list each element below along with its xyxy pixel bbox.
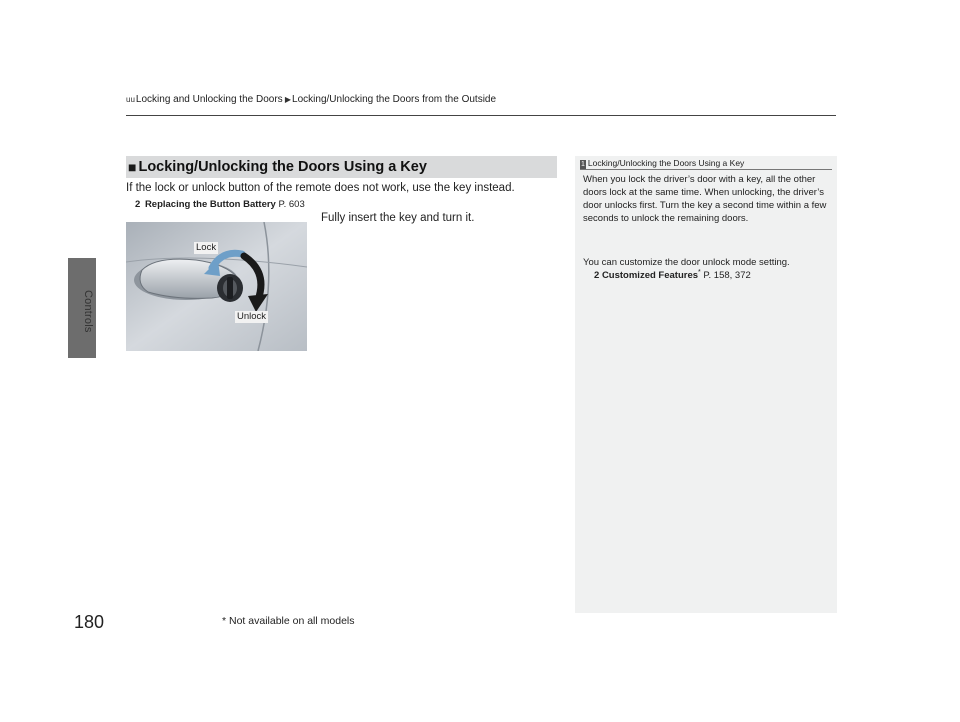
unlock-label: Unlock	[237, 311, 267, 322]
xref-page: P. 603	[278, 199, 305, 210]
sidebar-paragraph-2: You can customize the door unlock mode setting.	[583, 257, 790, 268]
sidebar-xref-link[interactable]	[594, 269, 751, 281]
section-header	[126, 156, 557, 178]
xref-label: Replacing the Button Battery	[144, 199, 276, 210]
sidebar-heading	[580, 158, 744, 169]
sidebar-xref-pages: P. 158, 372	[700, 270, 751, 282]
breadcrumb	[126, 94, 496, 105]
breadcrumb-part1[interactable]: Locking and Unlocking the Doors	[135, 94, 283, 105]
breadcrumb-part2[interactable]: Locking/Unlocking the Doors from the Outside	[292, 94, 497, 105]
side-label: Controls	[82, 290, 94, 333]
figure-caption: Fully insert the key and turn it.	[321, 212, 475, 224]
section-paragraph: If the lock or unlock button of the remote does not work, use the key instead.	[126, 182, 515, 194]
section-title: Locking/Unlocking the Doors Using a Key	[138, 159, 427, 175]
section-marker-icon: ■	[128, 159, 137, 175]
sidebar-paragraph: When you lock the driver’s door with a key, all the other doors lock at the same time. When unlocking, the driver’s door unlocks first. Turn the key a second time within a few seconds to unlock the remaining doors.	[583, 174, 827, 224]
breadcrumb-arrow-icon: uu	[126, 95, 135, 104]
sidebar-rule	[580, 169, 832, 170]
sidebar-xref-marker-icon: 2	[594, 270, 600, 282]
xref-marker-icon: 2	[135, 199, 141, 210]
footnote: * Not available on all models	[222, 615, 355, 627]
lock-label: Lock	[196, 242, 217, 253]
breadcrumb-arrow-icon: ▶	[282, 95, 292, 104]
sidebar-marker-icon: 1	[581, 161, 585, 168]
sidebar-xref-label: Customized Features	[601, 270, 699, 282]
xref-link[interactable]	[135, 199, 305, 210]
page-number: 180	[74, 612, 105, 632]
sidebar-xref-asterisk: *	[698, 269, 701, 276]
header-rule	[126, 115, 836, 116]
sidebar-heading-text: Locking/Unlocking the Doors Using a Key	[587, 158, 745, 168]
door-handle-figure	[126, 222, 307, 351]
